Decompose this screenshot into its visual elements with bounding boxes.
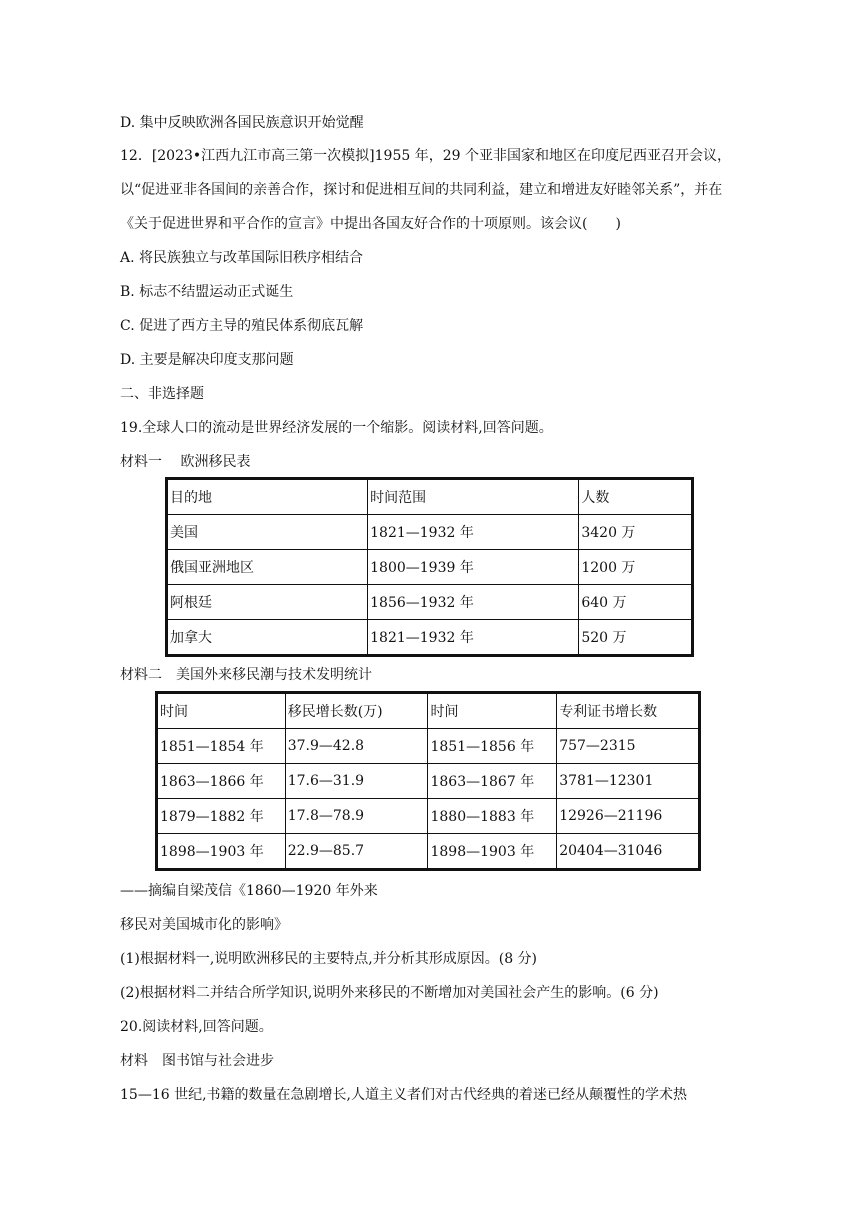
table-row: [167, 620, 693, 656]
table-cell: 3781—12301: [557, 764, 700, 799]
option-d: D. 主要是解决印度支那问题: [120, 352, 294, 368]
material-1-title: 材料一 欧洲移民表: [120, 454, 251, 470]
table-cell: 3420 万: [579, 515, 693, 550]
table-row: [157, 834, 700, 870]
table-cell: 1879—1882 年: [157, 799, 286, 834]
paragraph-start: 15—16 世纪,书籍的数量在急剧增长,人道主义者们对古代经典的着迷已经从颠覆性的学术热: [120, 1087, 687, 1103]
table-cell: 加拿大: [167, 620, 368, 656]
table-cell: 1851—1854 年: [157, 729, 286, 764]
table-cell: 俄国亚洲地区: [167, 550, 368, 585]
table-cell: 1898—1903 年: [428, 834, 557, 870]
table-cell: 757—2315: [557, 729, 700, 764]
table-row: [157, 799, 700, 834]
table-cell: 20404—31046: [557, 834, 700, 870]
table-row: [157, 729, 700, 764]
table-cell: 1856—1932 年: [368, 585, 579, 620]
table-row: [157, 764, 700, 799]
table-cell: 520 万: [579, 620, 693, 656]
source-line-2: 移民对美国城市化的影响》: [120, 917, 288, 933]
question-12: 12．[2023•江西九江市高三第一次模拟]1955 年，29 个亚非国家和地区在印度尼西亚召开会议，以“促进亚非各国间的亲善合作，探讨和促进相互间的共同利益，建立和增进友好睦邻关系”，并在《关于促进世界和平合作的宣言》中提出各国友好合作的十项原则。该会议( ): [120, 148, 731, 232]
table-cell: 1821—1932 年: [368, 620, 579, 656]
table-cell: 12926—21196: [557, 799, 700, 834]
question-19: 19.全球人口的流动是世界经济发展的一个缩影。阅读材料,回答问题。: [120, 420, 553, 436]
table-europe-emigration: [165, 477, 694, 657]
table-header-cell: 专利证书增长数: [557, 693, 700, 729]
table-cell: 1863—1867 年: [428, 764, 557, 799]
table-header-cell: 时间: [157, 693, 286, 729]
question-20: 20.阅读材料,回答问题。: [120, 1019, 273, 1035]
sub-question-2: (2)根据材料二并结合所学知识,说明外来移民的不断增加对美国社会产生的影响。(6 分): [120, 985, 659, 1001]
material-title: 材料 图书馆与社会进步: [120, 1053, 274, 1069]
table-cell: 22.9—85.7: [285, 834, 428, 870]
table-cell: 17.6—31.9: [285, 764, 428, 799]
material-2-title: 材料二 美国外来移民潮与技术发明统计: [120, 667, 372, 683]
option-b: B. 标志不结盟运动正式诞生: [120, 284, 294, 300]
source-line-1: ——摘编自梁茂信《1860—1920 年外来: [120, 883, 378, 899]
table-cell: 17.8—78.9: [285, 799, 428, 834]
table-cell: 阿根廷: [167, 585, 368, 620]
table-cell: 1863—1866 年: [157, 764, 286, 799]
table-header-cell: 目的地: [167, 479, 368, 515]
table-cell: 1200 万: [579, 550, 693, 585]
option-c: C. 促进了西方主导的殖民体系彻底瓦解: [120, 318, 364, 334]
sub-question-1: (1)根据材料一,说明欧洲移民的主要特点,并分析其形成原因。(8 分): [120, 951, 538, 967]
table-cell: 1821—1932 年: [368, 515, 579, 550]
section-heading: 二、非选择题: [120, 386, 204, 402]
table-cell: 640 万: [579, 585, 693, 620]
table-header-cell: 时间范围: [368, 479, 579, 515]
table-cell: 37.9—42.8: [285, 729, 428, 764]
table-cell: 1851—1856 年: [428, 729, 557, 764]
table-cell: 1898—1903 年: [157, 834, 286, 870]
table-cell: 1880—1883 年: [428, 799, 557, 834]
table-cell: 1800—1939 年: [368, 550, 579, 585]
table-header-cell: 时间: [428, 693, 557, 729]
table-us-immigration-patents: [155, 691, 701, 871]
table-row: [167, 550, 693, 585]
table-header-cell: 人数: [579, 479, 693, 515]
table-header-row: [157, 693, 700, 729]
table-row: [167, 515, 693, 550]
table-header-cell: 移民增长数(万): [285, 693, 428, 729]
table-header-row: [167, 479, 693, 515]
table-cell: 美国: [167, 515, 368, 550]
option-a: A. 将民族独立与改革国际旧秩序相结合: [120, 250, 364, 266]
table-row: [167, 585, 693, 620]
option-d-prev: D. 集中反映欧洲各国民族意识开始觉醒: [120, 115, 364, 131]
